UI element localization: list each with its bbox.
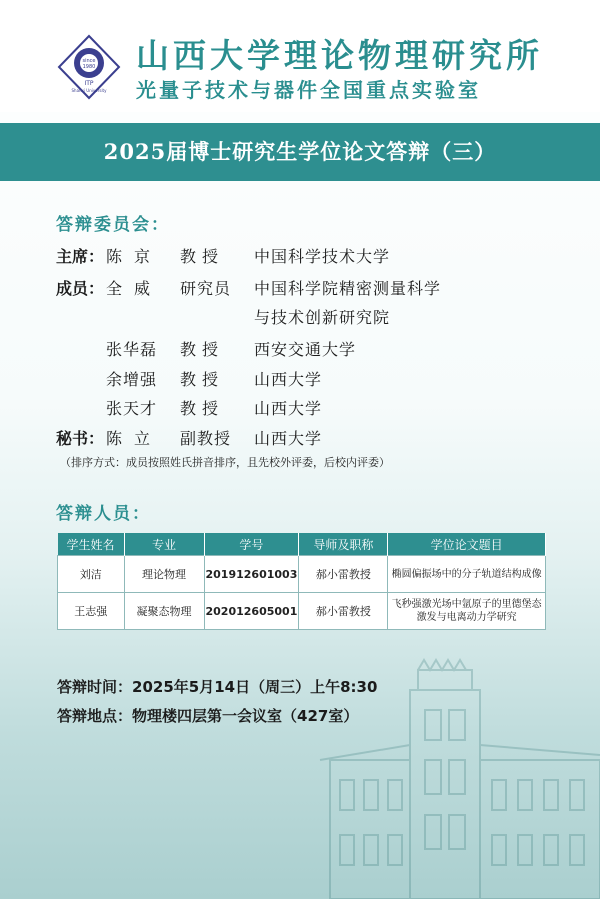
student-name: 刘洁 — [58, 556, 125, 593]
location-value: 物理楼四层第一会议室（427室） — [132, 707, 359, 725]
chair-title: 教授 — [180, 247, 225, 266]
table-row — [58, 556, 546, 593]
thesis-line: 激发与电离动力学研究 — [416, 612, 517, 623]
title-banner — [0, 123, 600, 181]
secretary-name: 陈立 — [106, 429, 163, 448]
column-header: 学位论文题目 — [388, 533, 546, 556]
chair-org: 中国科学技术大学 — [254, 247, 391, 266]
member-org: 中国科学院精密测量科学 — [254, 279, 442, 298]
member-org: 西安交通大学 — [254, 340, 357, 359]
member-title: 研究员 — [180, 279, 232, 298]
event-title: 2025届博士研究生学位论文答辩（三） — [103, 139, 497, 164]
defense-location — [57, 705, 358, 726]
member-name: 余增强 — [106, 370, 158, 389]
member-name: 张华磊 — [106, 340, 158, 359]
thesis-title — [388, 556, 546, 593]
ordering-note: （排序方式：成员按照姓氏拼音排序，且先校外评委，后校内评委） — [60, 456, 390, 469]
member-org: 山西大学 — [254, 399, 323, 418]
location-label: 答辩地点： — [57, 707, 133, 725]
member-org: 山西大学 — [254, 370, 323, 389]
member-name: 全威 — [106, 279, 163, 298]
time-label: 答辩时间： — [57, 678, 133, 696]
candidates-table — [57, 533, 546, 630]
secretary-role: 秘书： — [56, 429, 105, 448]
logo-university: Shanxi University — [71, 88, 107, 93]
chair-role: 主席： — [56, 247, 105, 266]
member-title: 教授 — [180, 399, 225, 418]
lab-name: 光量子技术与器件全国重点实验室 — [136, 78, 481, 102]
column-header: 学号 — [204, 533, 299, 556]
logo-since: since — [82, 58, 96, 64]
candidates-heading: 答辩人员： — [56, 504, 151, 524]
thesis-line: 椭圆偏振场中的分子轨道结构成像 — [391, 568, 542, 580]
thesis-line: 飞秒强激光场中氩原子的里德堡态 — [391, 599, 542, 610]
time-value: 2025年5月14日（周三）上午8:30 — [132, 678, 378, 696]
thesis-title — [388, 593, 546, 630]
student-major: 理论物理 — [124, 556, 204, 593]
student-advisor: 郝小雷教授 — [299, 593, 388, 630]
secretary-org: 山西大学 — [254, 429, 323, 448]
column-header: 学生姓名 — [58, 533, 125, 556]
student-id: 201912601003 — [204, 556, 299, 593]
student-id: 202012605001 — [204, 593, 299, 630]
header — [0, 0, 600, 112]
member-name: 张天才 — [106, 399, 158, 418]
university-logo — [56, 34, 122, 100]
member-title: 教授 — [180, 340, 225, 359]
member-title: 教授 — [180, 370, 225, 389]
institute-name: 山西大学理论物理研究所 — [136, 36, 543, 75]
member-role: 成员： — [56, 279, 105, 298]
table-row — [58, 593, 546, 630]
student-name: 王志强 — [58, 593, 125, 630]
secretary-title: 副教授 — [180, 429, 232, 448]
column-header: 导师及职称 — [299, 533, 388, 556]
chair-name: 陈京 — [106, 247, 163, 266]
defense-time — [57, 676, 377, 697]
logo-year: 1980 — [82, 64, 96, 70]
member-org-cont: 与技术创新研究院 — [254, 308, 391, 327]
student-major: 凝聚态物理 — [124, 593, 204, 630]
logo-abbr: ITP — [84, 80, 94, 87]
student-advisor: 郝小雷教授 — [299, 556, 388, 593]
column-header: 专业 — [124, 533, 204, 556]
committee-heading: 答辩委员会： — [56, 215, 170, 235]
